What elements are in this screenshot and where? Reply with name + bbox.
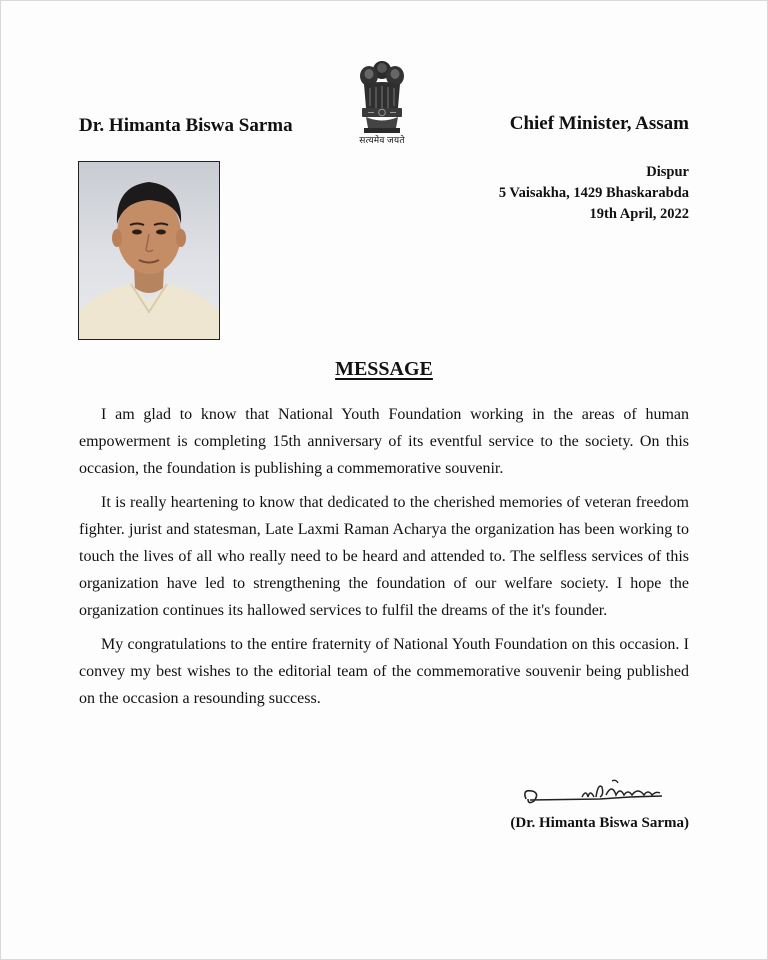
emblem-motto: सत्यमेव जयते bbox=[359, 135, 405, 145]
portrait-photo bbox=[78, 161, 220, 340]
message-paragraph: I am glad to know that National Youth Foundation working in the areas of human empowerment is completing 15th anniversary of its eventful service to the society. On this occasion, the foundation is publishing a commemorative souvenir. bbox=[79, 406, 689, 477]
sender-designation: Chief Minister, Assam bbox=[509, 113, 689, 134]
handwritten-signature bbox=[520, 775, 670, 815]
message-heading: MESSAGE bbox=[335, 358, 433, 380]
dateline-place: Dispur bbox=[646, 164, 689, 180]
dateline-vaisakha-date: 5 Vaisakha, 1429 Bhaskarabda bbox=[498, 185, 689, 201]
sender-name: Dr. Himanta Biswa Sarma bbox=[79, 115, 293, 136]
dateline-date: 19th April, 2022 bbox=[589, 206, 689, 222]
dateline bbox=[499, 162, 689, 225]
signature-name: (Dr. Himanta Biswa Sarma) bbox=[510, 815, 689, 831]
message-paragraph: It is really heartening to know that dedicated to the cherished memories of veteran freedom fighter. jurist and statesman, Late Laxmi Raman Acharya the organization has been working to touch the lives of all who really need to be heard and attended to. The selfless services of this organization have led to strengthening the foundation of our welfare society. I hope the organization continues its hallowed services to fulfil the dreams of the it's founder. bbox=[79, 494, 689, 619]
message-body bbox=[79, 401, 689, 719]
message-paragraph: My congratulations to the entire fraternity of National Youth Foundation on this occasion. I convey my best wishes to the editorial team of the commemorative souvenir being published on the occasion a resounding success. bbox=[79, 636, 689, 707]
